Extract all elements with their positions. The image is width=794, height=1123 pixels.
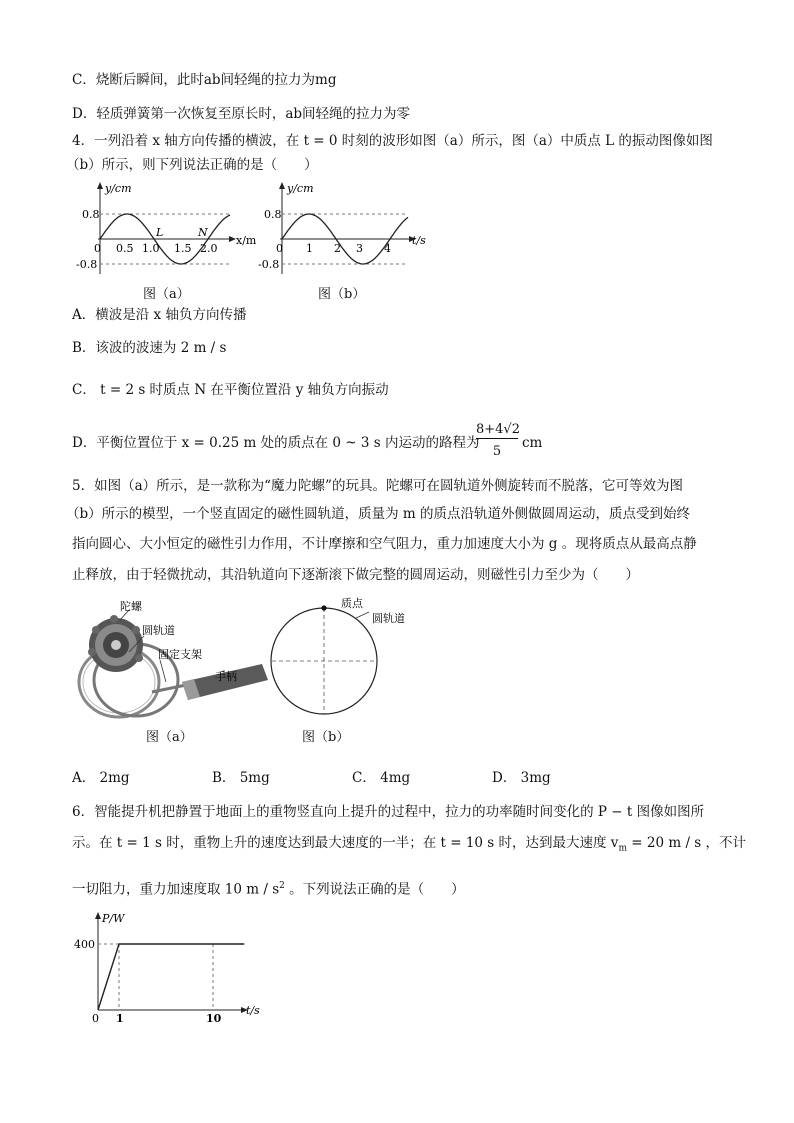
xtick-a-3: 1.5 — [174, 242, 192, 255]
gyro-body — [88, 615, 143, 672]
label-track-a: 圆轨道 — [142, 624, 175, 637]
q6-line3-tail: 。下列说法正确的是（ ） — [284, 881, 465, 898]
q6-line3 — [72, 876, 465, 900]
pt-xtick-1: 1 — [116, 1012, 124, 1025]
pt-ytick-400: 400 — [74, 938, 95, 951]
point-N: N — [198, 226, 208, 239]
q3-option-c: C．烧断后瞬间，此时ab间轻绳的拉力为mg — [72, 72, 337, 88]
q4-figure-a — [76, 182, 257, 282]
q4-stem-line1: 4．一列沿着 x 轴方向传播的横波，在 t = 0 时刻的波形如图（a）所示，图（a）中质点 L 的振动图像如图 — [72, 133, 713, 149]
q6-power-time-chart — [76, 910, 266, 1025]
ytick-top-b: 0.8 — [264, 208, 282, 221]
q6-vm-subscript: m — [618, 843, 627, 854]
q6-line2-text: 示。在 t = 1 s 时，重物上升的速度达到最大速度的一半；在 t = 10 s 时，达到最大速度 v — [72, 835, 619, 851]
ytick-bottom-a: -0.8 — [76, 258, 98, 271]
xtick-b-3: 3 — [356, 242, 363, 255]
mass-point — [321, 605, 326, 610]
ylabel-a: y/cm — [105, 182, 132, 195]
q4-fig-b-caption: 图（b） — [318, 287, 366, 302]
option-d-unit: cm — [522, 435, 543, 451]
q5-fig-a-caption: 图（a） — [146, 730, 193, 745]
q5-choice-b: B． 5mg — [212, 770, 270, 786]
q5-choice-a: A． 2mg — [72, 770, 130, 786]
xtick-a-2: 1.0 — [142, 242, 160, 255]
q6-line3-text: 一切阻力，重力加速度取 10 m / s — [72, 881, 280, 898]
q5-line4: 止释放，由于轻微扰动，其沿轨道向下逐渐滚下做完整的圆周运动，则磁性引力至少为（ ） — [72, 567, 639, 583]
xlabel-b: t/s — [412, 234, 426, 247]
q5-choice-d: D． 3mg — [492, 770, 551, 786]
label-gyro: 陀螺 — [120, 600, 142, 613]
q6-line1: 6．智能提升机把静置于地面上的重物竖直向上提升的过程中，拉力的功率随时间变化的 P − t 图像如图所 — [72, 804, 705, 820]
q6-superscript: 2 — [279, 881, 285, 891]
label-handle: 手柄 — [215, 670, 237, 683]
label-point: 质点 — [341, 597, 363, 610]
pt-xlabel: t/s — [246, 1004, 260, 1017]
option-d-denominator: 5 — [492, 444, 502, 459]
ytick-bottom-b: -0.8 — [258, 258, 280, 271]
xtick-b-4: 4 — [384, 242, 391, 255]
xlabel-a: x/m — [236, 234, 257, 247]
q4-option-d: D．平衡位置位于 x = 0.25 m 处的质点在 0 ~ 3 s 内运动的路程为 — [72, 435, 480, 451]
q5-line3: 指向圆心、大小恒定的磁性引力作用，不计摩擦和空气阻力，重力加速度大小为 g 。现将质点从最高点静 — [72, 536, 697, 552]
q4-stem-line2: （b）所示，则下列说法正确的是（ ） — [66, 157, 318, 173]
xtick-a-1: 0.5 — [116, 242, 134, 255]
q4-option-a: A．横波是沿 x 轴负方向传播 — [72, 307, 247, 323]
power-series-line — [98, 944, 244, 1010]
xtick-b-2: 2 — [334, 242, 341, 255]
q5-line1: 5．如图（a）所示，是一款称为“魔力陀螺”的玩具。陀螺可在圆轨道外侧旋转而不脱落，它可等效为图 — [72, 478, 683, 494]
pt-xtick-10: 10 — [206, 1012, 222, 1025]
q4-fig-a-caption: 图（a） — [143, 287, 190, 302]
q5-figure-a-toy — [74, 600, 274, 725]
label-track-b: 圆轨道 — [372, 612, 405, 625]
q5-fig-b-caption: 图（b） — [302, 730, 350, 745]
q4-option-b: B．该波的波速为 2 m / s — [72, 340, 227, 356]
q4-figure-b — [258, 182, 432, 282]
pt-ylabel: P/W — [102, 912, 125, 925]
q5-choice-c: C． 4mg — [352, 770, 411, 786]
xtick-b-1: 1 — [306, 242, 313, 255]
pt-origin: 0 — [92, 1012, 99, 1025]
xtick-a-4: 2.0 — [200, 242, 218, 255]
q6-line2 — [72, 833, 746, 859]
q6-line2-tail: = 20 m / s ，不计 — [626, 835, 746, 851]
ylabel-b: y/cm — [287, 182, 314, 195]
point-L: L — [156, 226, 164, 239]
option-d-numerator: 8+4√2 — [476, 422, 520, 437]
q5-figure-b-circle — [268, 598, 428, 723]
label-support: 固定支架 — [158, 648, 202, 661]
origin-b: 0 — [276, 242, 283, 255]
q5-line2: （b）所示的模型，一个竖直固定的磁性圆轨道，质量为 m 的质点沿轨道外侧做圆周运动，质点受到始终 — [66, 506, 691, 522]
ytick-top-a: 0.8 — [82, 208, 100, 221]
q3-option-d: D．轻质弹簧第一次恢复至原长时，ab间轻绳的拉力为零 — [72, 106, 411, 122]
origin-a: 0 — [94, 242, 101, 255]
q4-option-c: C． t = 2 s 时质点 N 在平衡位置沿 y 轴负方向振动 — [72, 382, 389, 398]
